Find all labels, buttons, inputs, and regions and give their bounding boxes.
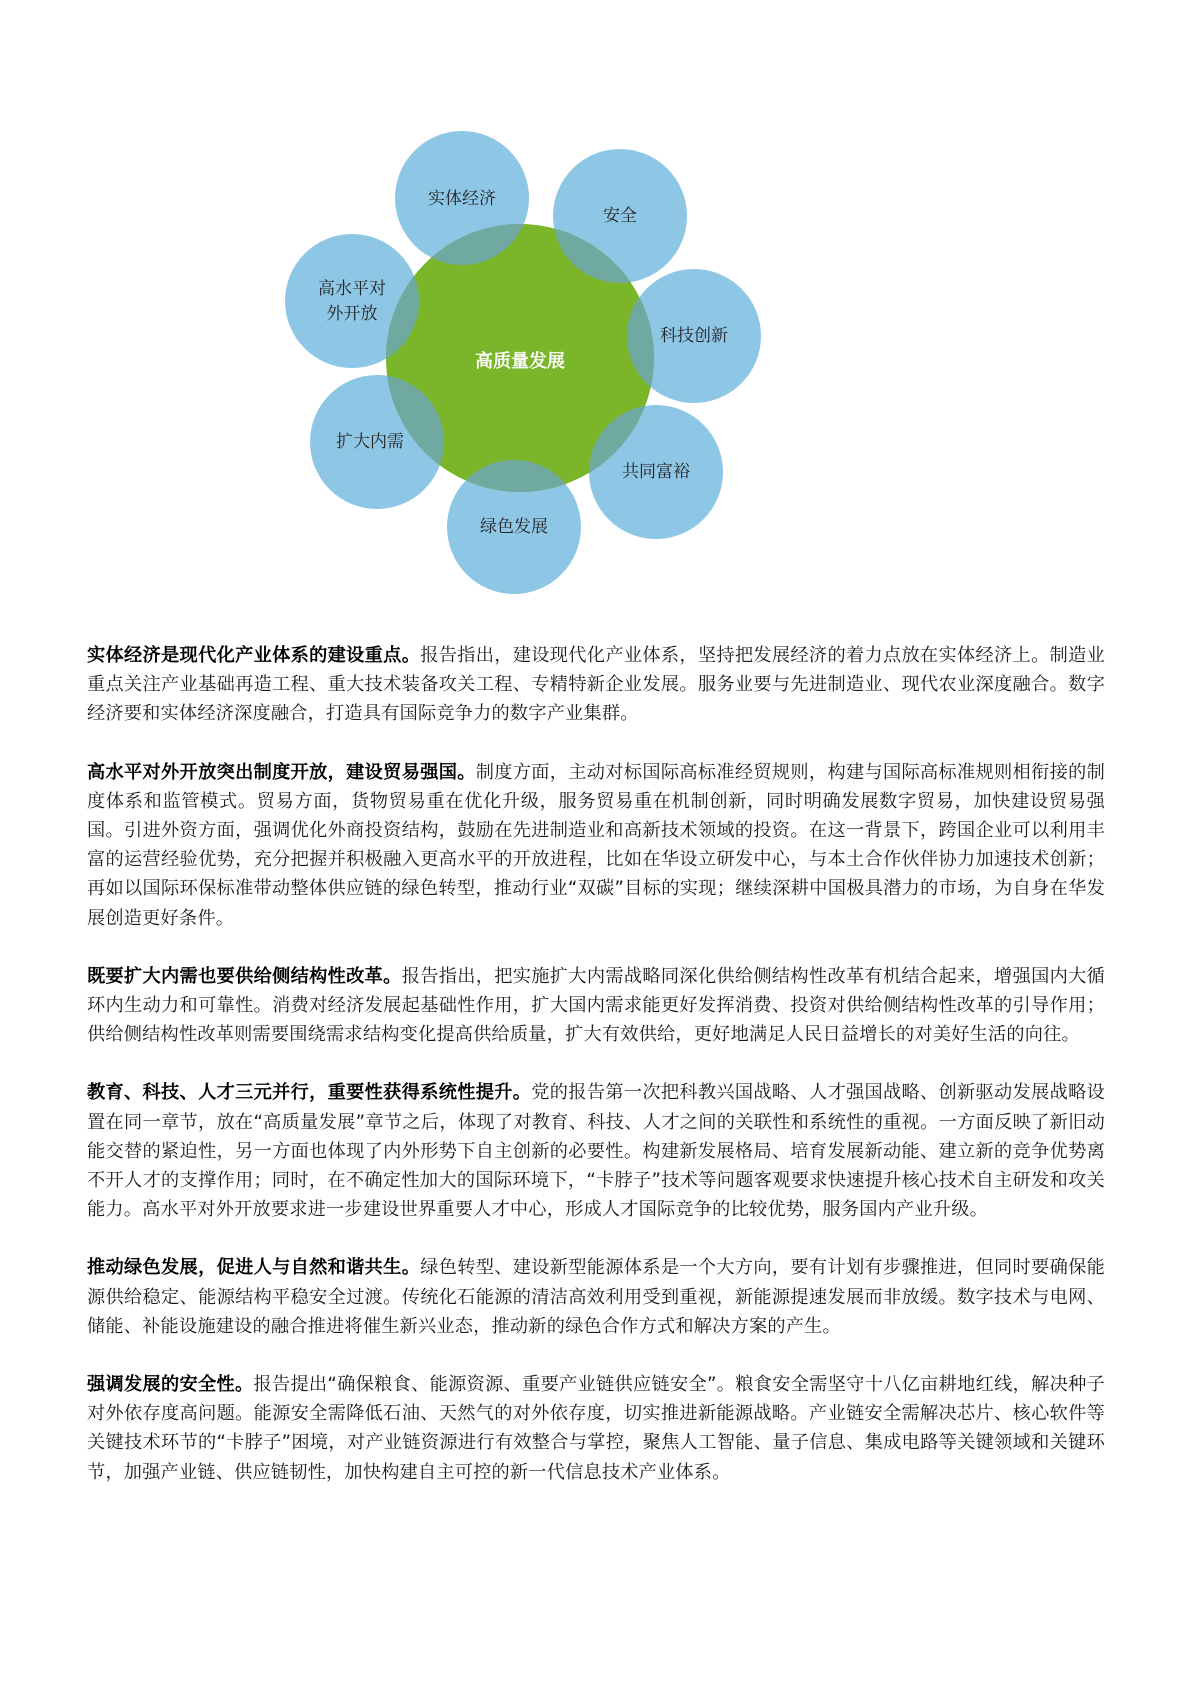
paragraph-kuoda-neixu bbox=[87, 962, 1105, 1050]
article-body bbox=[87, 641, 1105, 1516]
paragraph-lead: 强调发展的安全性。 bbox=[87, 1374, 254, 1396]
petal-label-keji: 科技创新 bbox=[660, 326, 728, 346]
paragraph-body: 报告指出，把实施扩大内需战略同深化供给侧结构性改革有机结合起来，增强国内大循环内生动力和可靠性。消费对经济发展起基础性作用，扩大国内需求能更好发挥消费、投资对供给侧结构性改革的引导作用；供给侧结构性改革则需要围绕需求结构变化提高供给质量，扩大有效供给，更好地满足人民日益增长的对美好生活的向往。 bbox=[87, 965, 1106, 1046]
center-label: 高质量发展 bbox=[475, 351, 565, 372]
paragraph-lvse-fazhan bbox=[87, 1253, 1105, 1341]
petal-label-lvse: 绿色发展 bbox=[480, 517, 548, 537]
paragraph-lead: 推动绿色发展，促进人与自然和谐共生。 bbox=[87, 1257, 421, 1279]
high-quality-development-diagram bbox=[0, 0, 1190, 620]
paragraph-shiti-jingji bbox=[87, 641, 1105, 729]
petal-label-kuoda: 扩大内需 bbox=[336, 432, 404, 452]
paragraph-body: 党的报告第一次把科教兴国战略、人才强国战略、创新驱动发展战略设置在同一章节，放在“高质量发展”章节之后，体现了对教育、科技、人才之间的关联性和系统性的重视。一方面反映了新旧动能交替的紧迫性，另一方面也体现了内外形势下自主创新的必要性。构建新发展格局、培育发展新动能、建立新的竞争优势离不开人才的支撑作用；同时，在不确定性加大的国际环境下，“卡脖子”技术等问题客观要求快速提升核心技术自主研发和攻关能力。高水平对外开放要求进一步建设世界重要人才中心，形成人才国际竞争的比较优势，服务国内产业升级。 bbox=[87, 1082, 1106, 1221]
petal-label-anquan: 安全 bbox=[603, 206, 637, 226]
paragraph-lead: 既要扩大内需也要供给侧结构性改革。 bbox=[87, 965, 402, 987]
paragraph-duiwai-kaifang bbox=[87, 758, 1105, 933]
paragraph-lead: 实体经济是现代化产业体系的建设重点。 bbox=[87, 645, 421, 666]
petal-label-gaoshuiping-line1: 高水平对 bbox=[318, 279, 386, 299]
paragraph-lead: 高水平对外开放突出制度开放，建设贸易强国。 bbox=[87, 761, 476, 783]
paragraph-body: 报告提出“确保粮食、能源资源、重要产业链供应链安全”。粮食安全需坚守十八亿亩耕地红线，解决种子对外依存度高问题。能源安全需降低石油、天然气的对外依存度，切实推进新能源战略。产业链安全需解决芯片、核心软件等关键技术环节的“卡脖子”困境，对产业链资源进行有效整合与掌控，聚焦人工智能、量子信息、集成电路等关键领域和关键环节，加强产业链、供应链韧性，加快构建自主可控的新一代信息技术产业体系。 bbox=[87, 1374, 1105, 1483]
paragraph-body: 制度方面，主动对标国际高标准经贸规则，构建与国际高标准规则相衔接的制度体系和监管模式。贸易方面，货物贸易重在优化升级，服务贸易重在机制创新，同时明确发展数字贸易，加快建设贸易强国。引进外资方面，强调优化外商投资结构，鼓励在先进制造业和高新技术领域的投资。在这一背景下，跨国企业可以利用丰富的运营经验优势，充分把握并积极融入更高水平的开放进程，比如在华设立研发中心，与本土合作伙伴协力加速技术创新；再如以国际环保标准带动整体供应链的绿色转型，推动行业“双碳”目标的实现；继续深耕中国极具潜力的市场，为自身在华发展创造更好条件。 bbox=[87, 761, 1105, 929]
paragraph-body: 报告指出，建设现代化产业体系，坚持把发展经济的着力点放在实体经济上。制造业重点关注产业基础再造工程、重大技术装备攻关工程、专精特新企业发展。服务业要与先进制造业、现代农业深度融合。数字经济要和实体经济深度融合，打造具有国际竞争力的数字产业集群。 bbox=[87, 645, 1105, 725]
paragraph-jiaoyu-keji-rencai bbox=[87, 1078, 1105, 1224]
petal-label-gongtong: 共同富裕 bbox=[622, 462, 690, 482]
paragraph-anquan bbox=[87, 1370, 1105, 1487]
paragraph-body: 绿色转型、建设新型能源体系是一个大方向，要有计划有步骤推进，但同时要确保能源供给稳定、能源结构平稳安全过渡。传统化石能源的清洁高效利用受到重视，新能源提速发展而非放缓。数字技术与电网、储能、补能设施建设的融合推进将催生新兴业态，推动新的绿色合作方式和解决方案的产生。 bbox=[87, 1257, 1105, 1337]
petal-label-shiti: 实体经济 bbox=[428, 189, 496, 209]
paragraph-lead: 教育、科技、人才三元并行，重要性获得系统性提升。 bbox=[87, 1082, 532, 1104]
petal-label-gaoshuiping-line2: 外开放 bbox=[326, 304, 378, 324]
